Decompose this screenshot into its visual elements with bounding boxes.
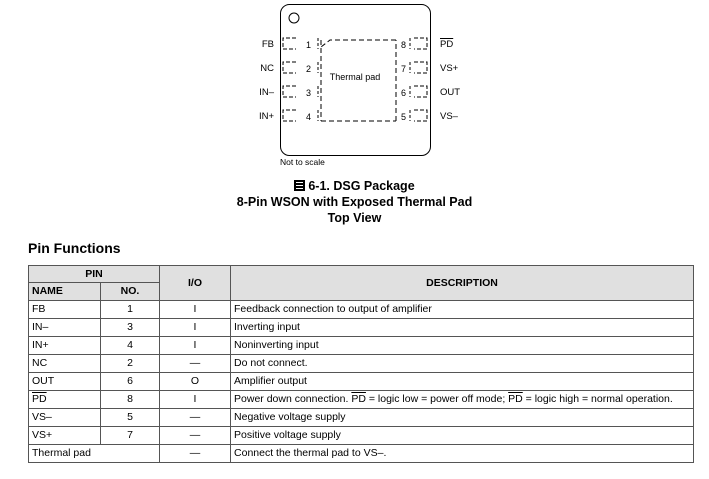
cell-io: — [160,355,231,373]
cell-io: — [160,427,231,445]
cell-description: Noninverting input [231,337,694,355]
header-pin: PIN [29,266,160,283]
desc-text: = logic high = normal operation. [522,393,673,405]
figure-caption-line1 [0,178,709,194]
table-row [29,373,694,391]
cell-io: — [160,409,231,427]
cell-io: I [160,391,231,409]
package-diagram [0,0,709,175]
pin-number-7: 7 [401,64,407,74]
pin-number-4: 4 [306,112,312,122]
table-row [29,355,694,373]
cell-name: IN– [29,319,101,337]
header-no: NO. [101,283,160,301]
table-row [29,391,694,409]
pin-name-vs-minus: VS– [440,111,458,122]
pin-name-nc: NC [260,63,274,74]
desc-text: = logic low = power off mode; [365,393,509,405]
pin-name-in-plus: IN+ [258,111,274,122]
cell-no: 4 [101,337,160,355]
desc-pd-overline: $\overline{PD}$ [351,393,366,405]
table-row [29,445,694,463]
cell-name: VS– [29,409,101,427]
package-outline [0,0,709,175]
table-header-row [29,266,694,283]
cell-no: 7 [101,427,160,445]
desc-text: Power down connection. [234,393,352,405]
cell-description: Do not connect. [231,355,694,373]
pin-number-3: 3 [306,88,312,98]
cell-no: 5 [101,409,160,427]
cell-name: IN+ [29,337,101,355]
cell-name: VS+ [29,427,101,445]
cell-no: 8 [101,391,160,409]
cell-no: 6 [101,373,160,391]
pin-functions-table [28,265,694,463]
cell-no: 1 [101,301,160,319]
table-row [29,301,694,319]
pin-name-in-minus: IN– [259,87,274,98]
cell-description: Negative voltage supply [231,409,694,427]
header-name: NAME [29,283,101,301]
pin-number-1: 1 [306,40,312,50]
table-row [29,319,694,337]
table-row [29,409,694,427]
cell-description: Inverting input [231,319,694,337]
pin-number-2: 2 [306,64,312,74]
figure-caption-text: 6-1. DSG Package [308,179,415,193]
cell-io: I [160,319,231,337]
cell-description: Amplifier output [231,373,694,391]
header-description: DESCRIPTION [231,266,694,301]
thermal-pad-label: Thermal pad [329,72,381,82]
cell-description [231,391,694,409]
pin-number-6: 6 [401,88,407,98]
figure-caption-line3: Top View [327,211,382,225]
pin-number-8: 8 [401,40,407,50]
table-row [29,427,694,445]
cell-no: 2 [101,355,160,373]
figure-glyph-icon [294,180,305,191]
cell-io: O [160,373,231,391]
section-title: Pin Functions [28,240,121,256]
cell-description: Feedback connection to output of amplifier [231,301,694,319]
cell-name: FB [29,301,101,319]
pin-name-fb: FB [261,39,274,50]
cell-description: Positive voltage supply [231,427,694,445]
pin-number-5: 5 [401,112,407,122]
pin-name-out: OUT [440,87,461,98]
scale-note: Not to scale [280,157,325,167]
cell-description: Connect the thermal pad to VS–. [231,445,694,463]
cell-io: — [160,445,231,463]
cell-name: $\overline{PD}$ [29,391,101,409]
cell-name: NC [29,355,101,373]
pin-name-vs-plus: VS+ [440,63,459,74]
cell-io: I [160,301,231,319]
table-row [29,337,694,355]
cell-name: OUT [29,373,101,391]
cell-name: Thermal pad [29,445,160,463]
cell-io: I [160,337,231,355]
figure-caption-line2: 8-Pin WSON with Exposed Thermal Pad [236,195,473,209]
pin-name-pd: $\overline{PD}$ [440,39,454,50]
desc-pd-overline: $\overline{PD}$ [508,393,523,405]
cell-no: 3 [101,319,160,337]
header-io: I/O [160,266,231,301]
